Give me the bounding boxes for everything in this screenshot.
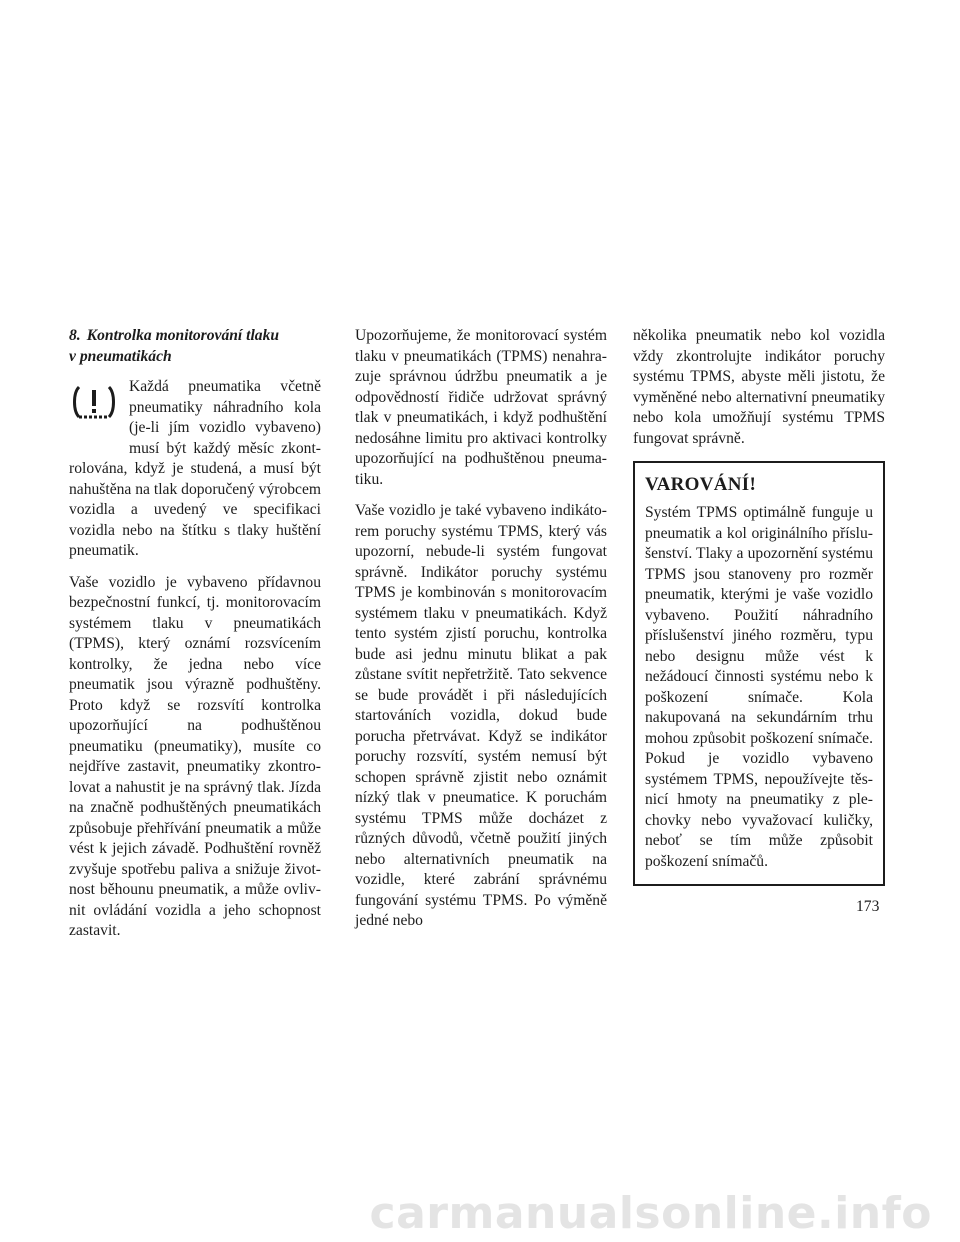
- paragraph-tpms-feature: Vaše vozidlo je vybaveno přídavnou bezpečnostní funkcí, tj. monitorovacím systémem tlaku v pneumatikách (TPMS), který oznámí rozsvícením kontrolky, že jedna nebo více pneumatik jsou výrazně podhuštěny. Proto když se rozsvítí kontrolka upozorňující na podhuštěnou pneumatiku (pneumatiky), musíte co nejdříve zastavit, pneumatiky zkontrolovat a nahustit je na správný tlak. Jízda na značně podhuštěných pneumatikách způsobuje přehřívání pneumatik a může vést k jejich závadě. Podhuštění rovněž zvyšuje spotřebu paliva a snižuje životnost běhounu pneumatik, a může ovlivnit ovládání vozidla a jeho schopnost zastavit.: [69, 573, 321, 939]
- column-1: [69, 326, 321, 953]
- paragraph-malfunction-indicator: Vaše vozidlo je také vybaveno indikátorem poruchy systému TPMS, který vás upozorní, nebude-li systém fungovat správně. Indikátor poruchy systému TPMS je kombinován s monitorovacím systémem tlaku v pneumatikách. Když tento systém zjistí poruchu, kontrolka bude asi jednu minutu blikat a pak zůstane svítit nepřetržitě. Tato sekvence se bude provádět i při následujících startováních vozidla, dokud bude porucha přetrvávat. Když se indikátor poruchy rozsvítí, systém nemusí být schopen správně zjistit nebo oznámit nízký tlak v pneumatice. K poruchám systému TPMS může docházet z různých důvodů, včetně použití jiných nebo alternativních pneumatik na vozidle, které zabrání správnému fungování systému TPMS. Po výměně jedné nebo: [355, 502, 607, 929]
- warning-title: VAROVÁNÍ!: [645, 474, 757, 495]
- column-2: [355, 326, 607, 943]
- section-heading: [69, 326, 321, 367]
- tpms-warning-icon: [69, 381, 119, 441]
- paragraph-inspection: Každá pneumatika včetně pneumatiky náhradního kola (je-li jím vozidlo vybaveno) musí být každý měsíc zkontrolována, když je studená, a musí být nahuštěna na tlak doporučený výrobcem vozidla a uvedený ve specifikaci vozidla nebo na štítku s tlaky huštění pneumatik.: [69, 378, 322, 559]
- section-number: 8.: [69, 327, 81, 344]
- paragraph-tpms-notice: Upozorňujeme, že monitorovací systém tlaku v pneumatikách (TPMS) nenahrazuje správnou údržbu pneumatik a je odpovědností řidiče udržovat správný tlak v pneumatikách, i když podhuštění nedosáhne limitu pro aktivaci kontrolky upozorňující na podhuštěnou pneumatiku.: [355, 327, 607, 488]
- watermark: carmanualsonline.info: [369, 1188, 932, 1239]
- section-title-line2: v pneumatikách: [69, 347, 172, 365]
- paragraph-after-replacement: několika pneumatik nebo kol vozidla vždy zkontrolujte indikátor poruchy systému TPMS, abyste měli jistotu, že vyměněné nebo alternativní pneumatiky nebo kola umožňují systému TPMS fungovat správně.: [633, 327, 885, 447]
- column-3: [633, 326, 885, 886]
- warning-box: [633, 461, 885, 886]
- page-number: 173: [856, 898, 880, 915]
- section-title-line1: Kontrolka monitorování tlaku: [86, 327, 280, 344]
- warning-text: Systém TPMS optimálně funguje u pneumatik a kol originálního příslušenství. Tlaky a upozornění systému TPMS jsou stanoveny pro rozměr pneumatik, kterými je vaše vozidlo vybaveno. Použití náhradního příslušenství jiného rozměru, typu nebo designu může vést k nežádoucí činnosti systému nebo k poškození snímače. Kola nakupovaná na sekundárním trhu mohou způsobit poškození snímače. Pokud je vozidlo vybaveno systémem TPMS, nepoužívejte těsnicí hmoty na pneumatiky z plechovky nebo vyvažovací kuličky, neboť se tím může způsobit poškození snímačů.: [645, 504, 873, 870]
